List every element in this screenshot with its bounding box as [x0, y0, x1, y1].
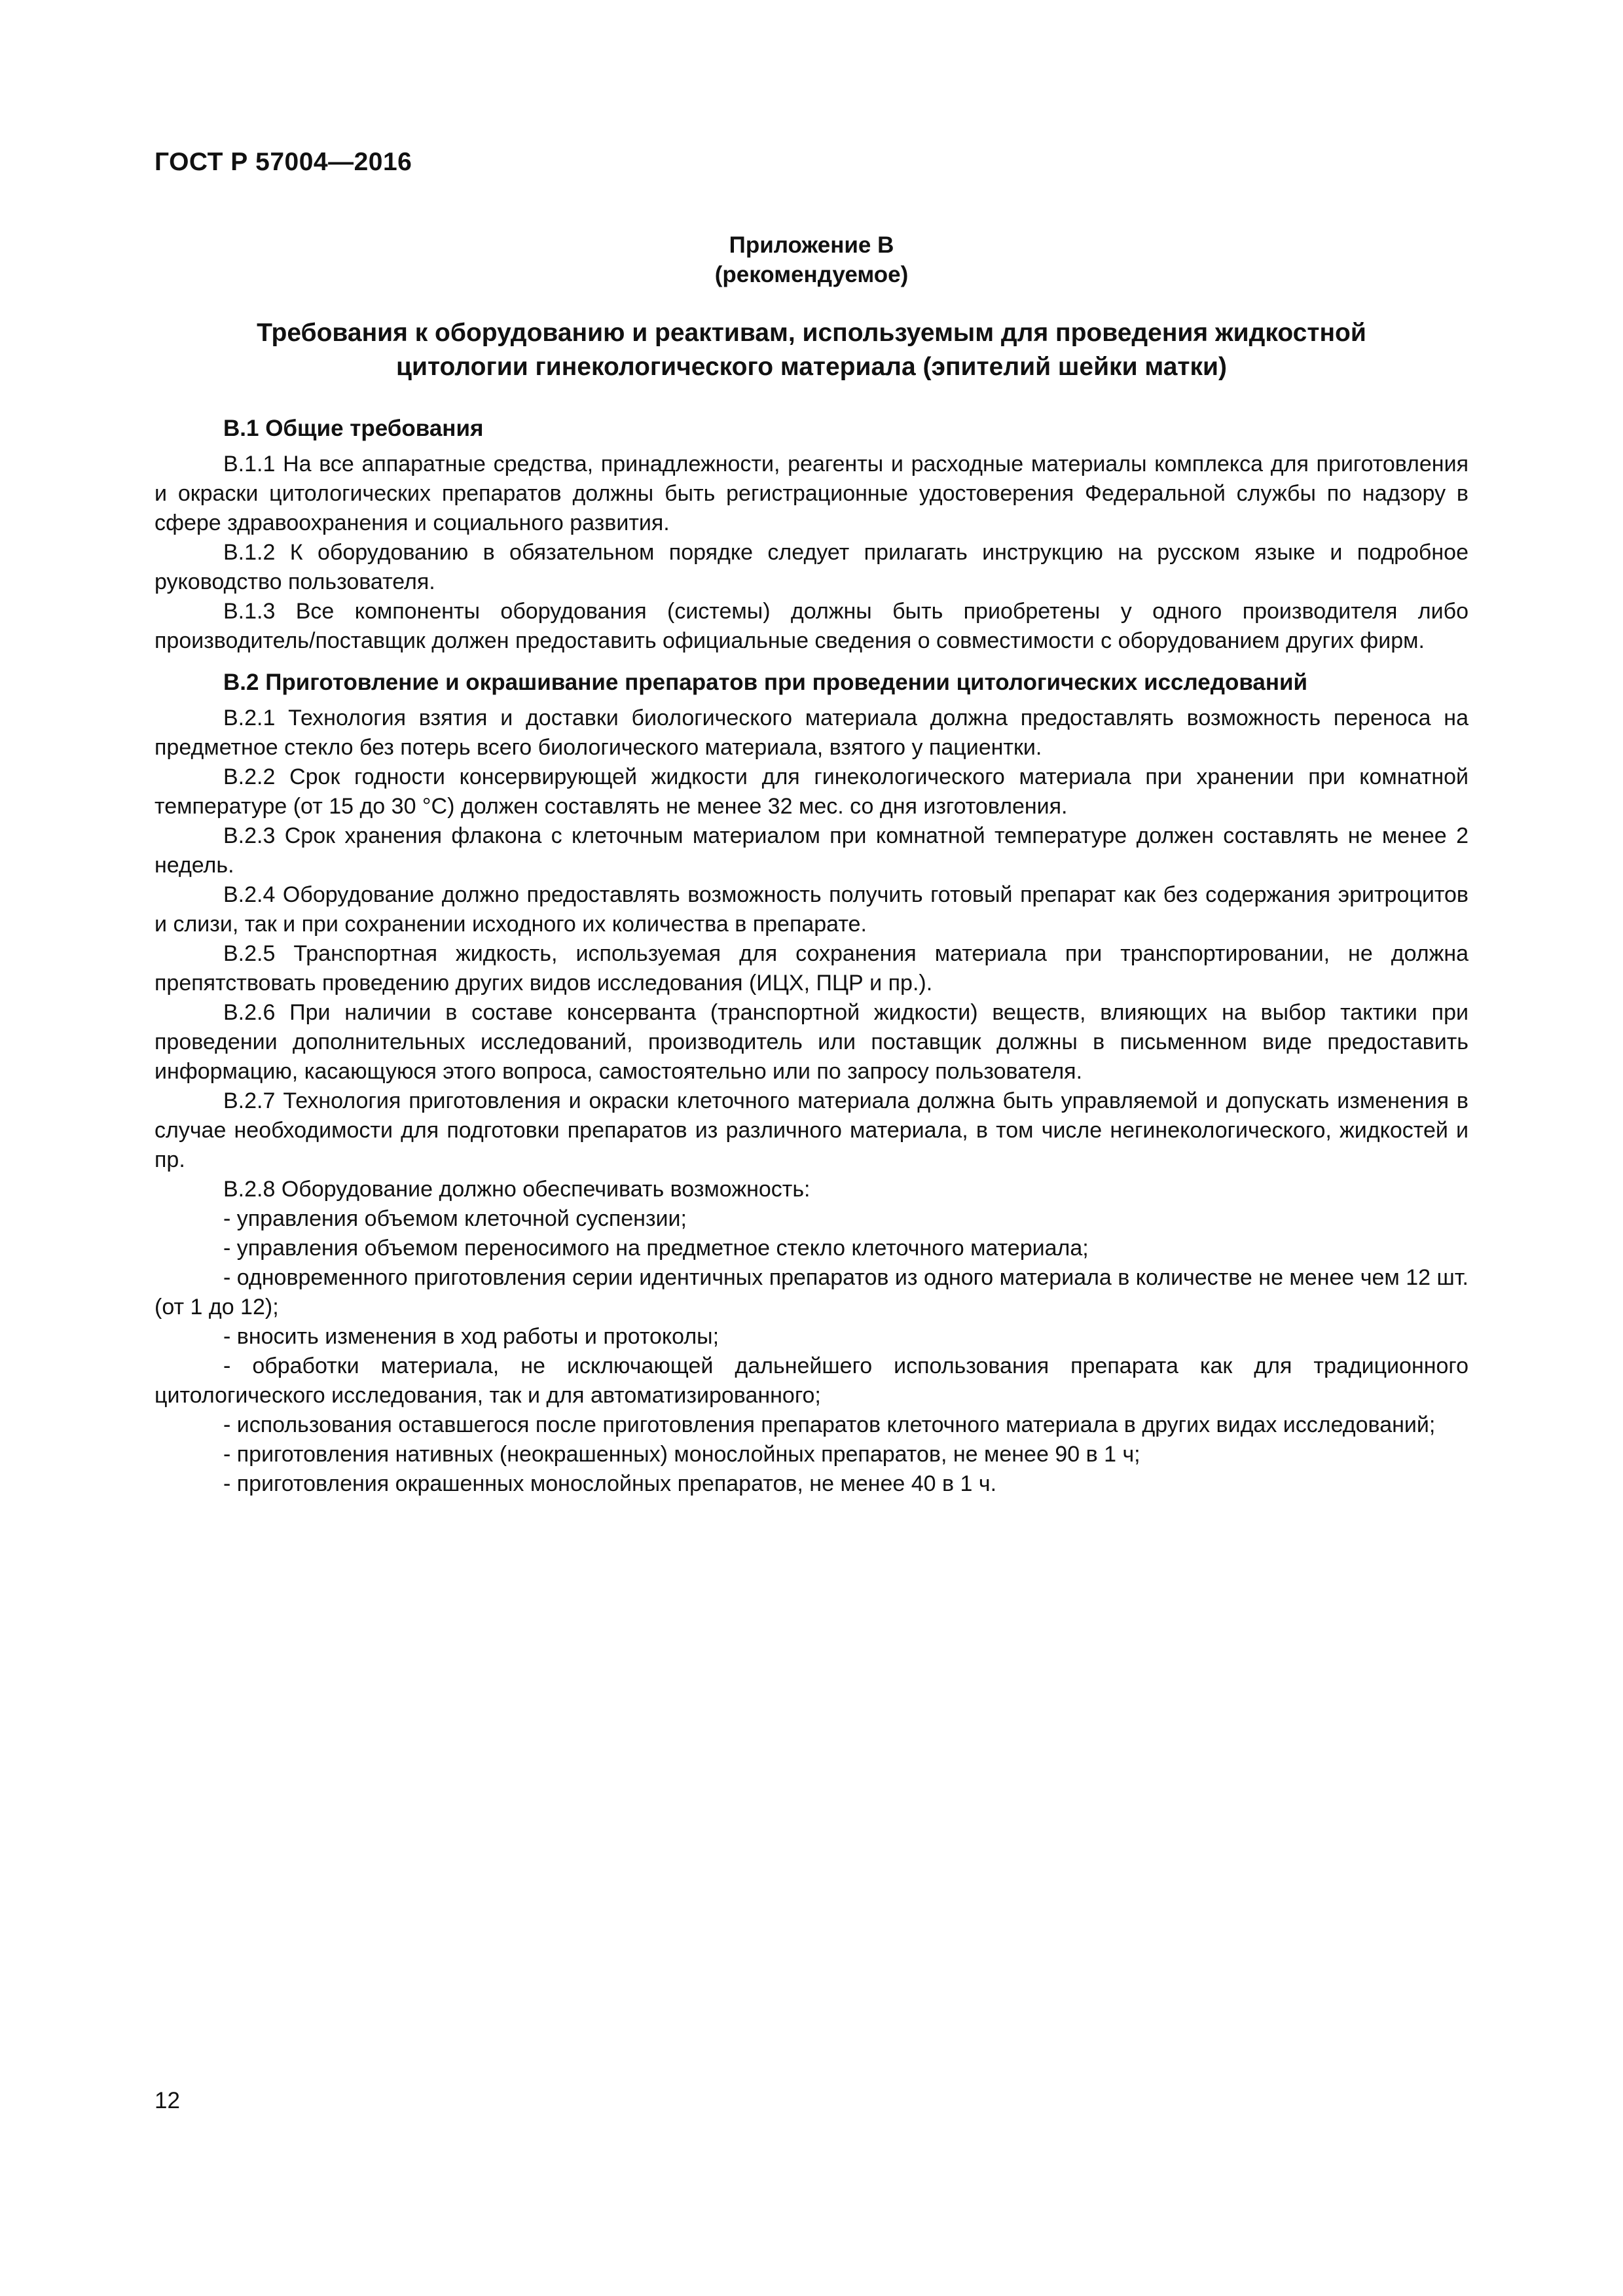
list-item: - приготовления окрашенных монослойных препаратов, не менее 40 в 1 ч.: [223, 1471, 997, 1496]
list-item: - вносить изменения в ход работы и протоколы;: [223, 1324, 720, 1349]
paragraph-b-2-7: В.2.7 Технология приготовления и окраски клеточного материала должна быть управляемой и допускать изменения в случае необходимости для подготовки препаратов из различного материала, в том числе негинекологического, жидкостей и пр.: [155, 1088, 1468, 1172]
paragraph-b-1-1: В.1.1 На все аппаратные средства, принадлежности, реагенты и расходные материалы комплекса для приготовления и окраски цитологических препаратов должны быть регистрационные удостоверения Федеральной службы по надзору в сфере здравоохранения и социального развития.: [155, 452, 1468, 535]
paragraph-b-2-5: В.2.5 Транспортная жидкость, используемая для сохранения материала при транспортировании, не должна препятствовать проведению других видов исследования (ИЦХ, ПЦР и пр.).: [155, 941, 1468, 996]
document-title-line-1: Требования к оборудованию и реактивам, используемым для проведения жидкостной: [257, 319, 1366, 347]
section-heading-b1: В.1 Общие требования: [223, 416, 484, 441]
standard-id: ГОСТ Р 57004—2016: [155, 148, 412, 176]
appendix-label: Приложение В: [729, 232, 894, 258]
list-item: - управления объемом переносимого на предметное стекло клеточного материала;: [223, 1236, 1089, 1261]
paragraph-b-2-6: В.2.6 При наличии в составе консерванта (транспортной жидкости) веществ, влияющих на выбор тактики при проведении дополнительных исследований, производитель или поставщик должны в письменном виде предоставить информацию, касающуюся этого вопроса, самостоятельно или по запросу пользователя.: [155, 1000, 1468, 1084]
page-number: 12: [155, 2088, 180, 2113]
list-item: - одновременного приготовления серии идентичных препаратов из одного материала в количестве не менее чем 12 шт. (от 1 до 12);: [155, 1265, 1468, 1319]
paragraph-b-2-8: В.2.8 Оборудование должно обеспечивать возможность:: [223, 1177, 811, 1202]
document-body: [155, 414, 1468, 1499]
paragraph-b-1-3: В.1.3 Все компоненты оборудования (системы) должны быть приобретены у одного производителя либо производитель/поставщик должен предоставить официальные сведения о совместимости с оборудованием других фирм.: [155, 599, 1468, 653]
paragraph-b-2-1: В.2.1 Технология взятия и доставки биологического материала должна предоставлять возможность переноса на предметное стекло без потерь всего биологического материала, взятого у пациентки.: [155, 706, 1468, 760]
list-item: - обработки материала, не исключающей дальнейшего использования препарата как для традиционного цитологического исследования, так и для автоматизированного;: [155, 1354, 1468, 1408]
document-title: [155, 316, 1468, 384]
list-item: - использования оставшегося после приготовления препаратов клеточного материала в других видах исследований;: [223, 1412, 1436, 1437]
document-title-line-2: цитологии гинекологического материала (эпителий шейки матки): [396, 353, 1227, 381]
appendix-heading: [0, 230, 1623, 289]
list-item: - управления объемом клеточной суспензии;: [223, 1206, 687, 1231]
appendix-status: (рекомендуемое): [714, 262, 909, 287]
section-heading-b2: В.2 Приготовление и окрашивание препаратов при проведении цитологических исследований: [223, 670, 1308, 695]
paragraph-b-2-4: В.2.4 Оборудование должно предоставлять возможность получить готовый препарат как без содержания эритроцитов и слизи, так и при сохранении исходного их количества в препарате.: [155, 882, 1468, 937]
paragraph-b-2-2: В.2.2 Срок годности консервирующей жидкости для гинекологического материала при хранении при комнатной температуре (от 15 до 30 °С) должен составлять не менее 32 мес. со дня изготовления.: [155, 764, 1468, 819]
paragraph-b-1-2: В.1.2 К оборудованию в обязательном порядке следует прилагать инструкцию на русском языке и подробное руководство пользователя.: [155, 540, 1468, 594]
paragraph-b-2-3: В.2.3 Срок хранения флакона с клеточным материалом при комнатной температуре должен составлять не менее 2 недель.: [155, 823, 1468, 878]
list-item: - приготовления нативных (неокрашенных) монослойных препаратов, не менее 90 в 1 ч;: [223, 1442, 1140, 1467]
